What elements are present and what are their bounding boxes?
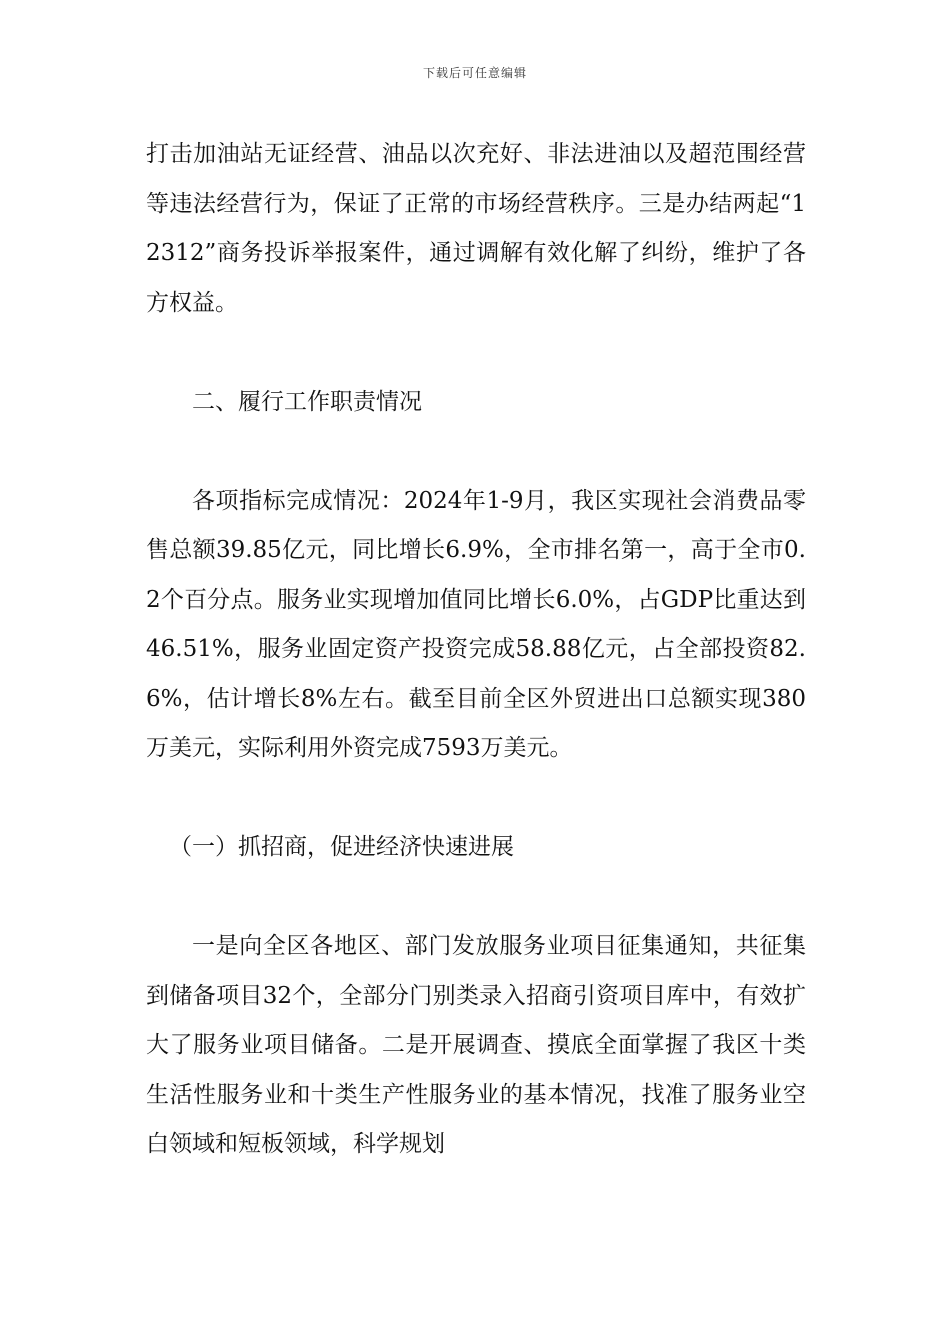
spacer — [146, 873, 806, 923]
paragraph-3: 一是向全区各地区、部门发放服务业项目征集通知，共征集到储备项目32个，全部分门别类录入招商引资项目库中，有效扩大了服务业项目储备。二是开展调查、摸底全面掌握了我区十类生活性服务业和十类生产性服务业的基本情况，找准了服务业空白领域和短板领域，科学规划 — [146, 933, 806, 1157]
spacer — [146, 427, 806, 477]
document-body — [146, 130, 806, 1170]
header-note: 下载后可任意编辑 — [422, 66, 527, 80]
paragraph-2: 各项指标完成情况：2024年1-9月，我区实现社会消费品零售总额39.85亿元，同比增长6.9%，全市排名第一，高于全市0.2个百分点。服务业实现增加值同比增长6.0%，占GDP比重达到46.51%，服务业固定资产投资完成58.88亿元，占全部投资82.6%，估计增长8%左右。截至目前全区外贸进出口总额实现380万美元，实际利用外资完成7593万美元。 — [146, 487, 806, 761]
subsection-heading-1: （一）抓招商，促进经济快速进展 — [169, 834, 514, 860]
spacer — [146, 328, 806, 378]
spacer — [146, 774, 806, 824]
section-heading-2: 二、履行工作职责情况 — [192, 388, 422, 415]
paragraph-1: 打击加油站无证经营、油品以次充好、非法进油以及超范围经营等违法经营行为，保证了正常的市场经营秩序。三是办结两起“12312”商务投诉举报案件，通过调解有效化解了纠纷，维护了各方权益。 — [146, 141, 806, 316]
